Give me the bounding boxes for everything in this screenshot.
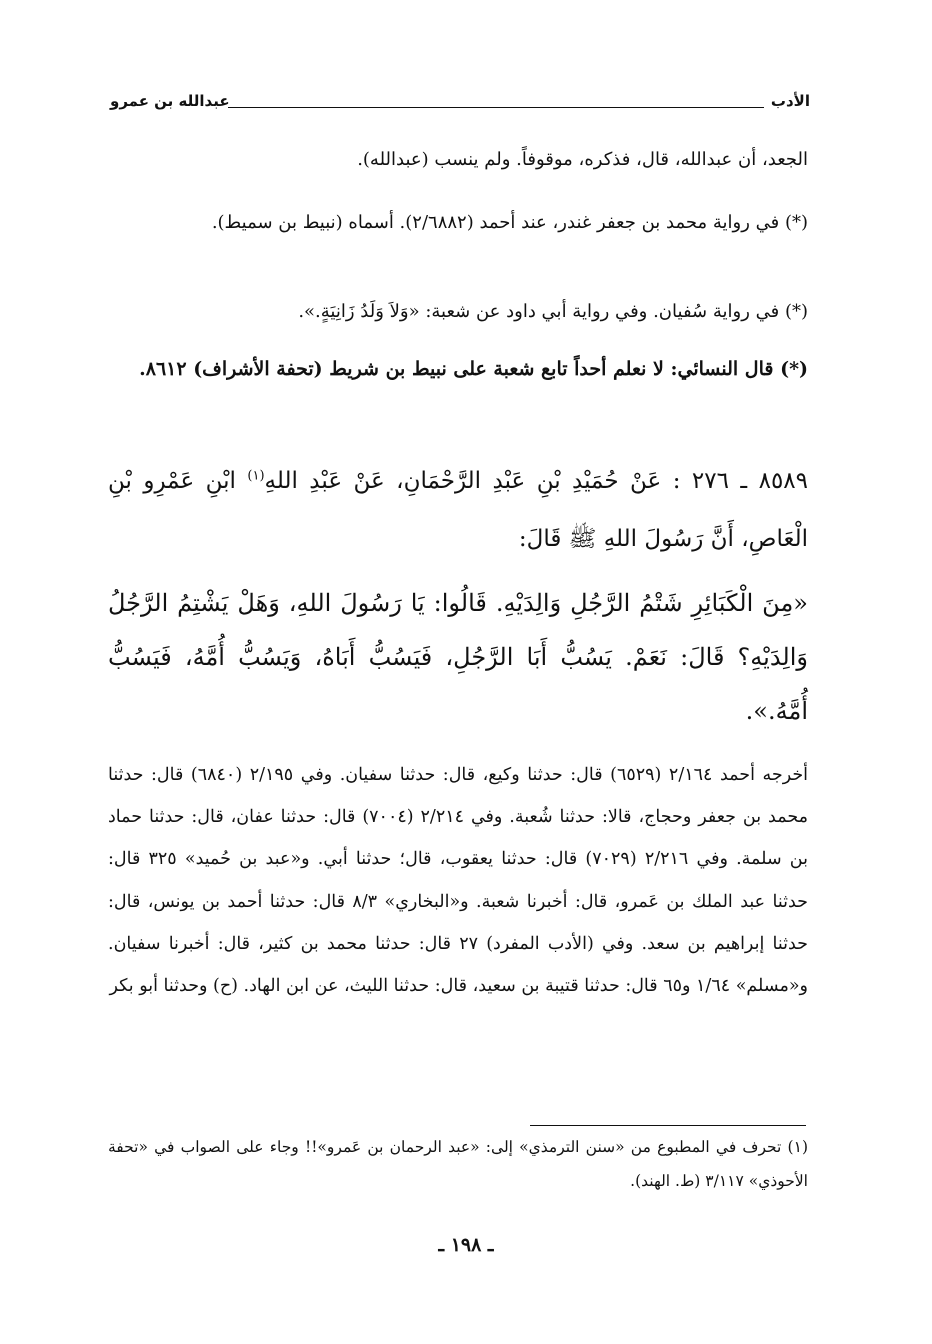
note-paragraph-3: (*) في رواية سُفيان. وفي رواية أبي داود عن شعبة: «وَلاَ وَلَدُ زَانِيَةٍ.».	[298, 301, 808, 322]
hadith-chain-continued: ابْنِ عَمْرِو بْنِ الْعَاصِ، أَنَّ رَسُولَ اللهِ ﷺ قَالَ:	[108, 468, 808, 552]
note-paragraph-4: (*) قال النسائي: لا نعلم أحداً تابع شعبة على نبيط بن شريط (تحفة الأشراف) ٨٦١٢.	[139, 358, 808, 380]
running-head-rule	[228, 107, 764, 108]
footnote-separator	[530, 1125, 806, 1126]
hadith-number: ٨٥٨٩ ـ ٢٧٦ :	[672, 468, 809, 494]
note-paragraph-1: الجعد، أن عبدالله، قال، فذكره، موقوفاً. ولم ينسب (عبدالله).	[357, 149, 808, 170]
hadith-text: «مِنَ الْكَبَائِرِ شَتْمُ الرَّجُلِ وَالِدَيْهِ. قَالُوا: يَا رَسُولَ اللهِ، وَهَلْ يَشْتِمُ الرَّجُلُ وَالِدَيْهِ؟ قَالَ: نَعَمْ. يَسُبُّ أَبَا الرَّجُلِ، فَيَسُبُّ أَبَاهُ، وَيَسُبُّ أُمَّهُ، فَيَسُبُّ أُمَّهُ.».	[108, 589, 809, 725]
page-number: ـ ١٩٨ ـ	[438, 1234, 494, 1256]
takhrij-paragraph: أخرجه أحمد ٢/١٦٤ (٦٥٢٩) قال: حدثنا وكيع، قال: حدثنا سفيان. وفي ٢/١٩٥ (٦٨٤٠) قال: حدثنا محمد بن جعفر وحجاج، قالا: حدثنا شُعبة. وفي ٢/٢١٤ (٧٠٠٤) قال: حدثنا عفان، قال: حدثنا حماد بن سلمة. وفي ٢/٢١٦ (٧٠٢٩) قال: حدثنا يعقوب، قال؛ حدثنا أبي. و«عبد بن حُميد» ٣٢٥ قال: حدثنا عبد الملك بن عَمرو، قال: أخبرنا شعبة. و«البخاري» ٨/٣ قال: حدثنا أحمد بن يونس، قال: حدثنا إبراهيم بن سعد. وفي (الأدب المفرد) ٢٧ قال: حدثنا محمد بن كثير، قال: أخبرنا سفيان. و«مسلم» ١/٦٤ و٦٥ قال: حدثنا قتيبة بن سعيد، قال: حدثنا الليث، عن ابن الهاد. (ح) وحدثنا أبو بكر	[108, 765, 809, 997]
footnote: (١) تحرف في المطبوع من «سنن الترمذي» إلى: «عبد الرحمان بن عَمرو»!! وجاء على الصواب في «تحفة الأحوذي» ٣/١١٧ (ط. الهند).	[108, 1138, 808, 1190]
running-head	[110, 92, 810, 114]
hadith-chain: عَنْ حُمَيْدِ بْنِ عَبْدِ الرَّحْمَانِ، عَنْ عَبْدِ اللهِ	[264, 468, 662, 494]
note-paragraph-2: (*) في رواية محمد بن جعفر غندر، عند أحمد (٢/٦٨٨٢). أسماه (نبيط بن سميط).	[211, 212, 808, 233]
hadith-heading	[108, 452, 808, 568]
running-head-narrator: عبدالله بن عمرو	[110, 92, 230, 110]
running-head-chapter: الأدب	[770, 92, 810, 110]
footnote-reference: (١)	[247, 468, 265, 484]
